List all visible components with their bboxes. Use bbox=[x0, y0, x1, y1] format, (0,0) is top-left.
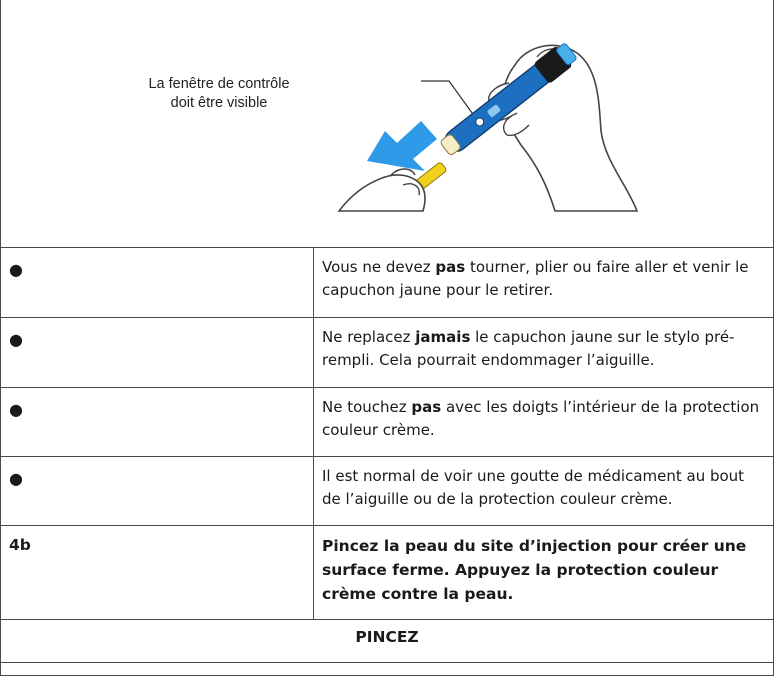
step-number: 4b bbox=[9, 536, 31, 554]
text-part: Ne touchez bbox=[322, 398, 412, 416]
section-heading-cell bbox=[0, 619, 774, 663]
caption-line-2: doit être visible bbox=[170, 95, 268, 111]
bullet-cell-1 bbox=[0, 247, 314, 318]
text-part: Il est normal de voir une goutte de médicament au bout de l’aiguille ou de la protection couleur crème. bbox=[322, 467, 745, 508]
pointer-line bbox=[421, 81, 475, 117]
figure-caption bbox=[119, 75, 319, 113]
next-row-cell bbox=[0, 662, 774, 676]
text-part: Ne replacez bbox=[322, 328, 416, 346]
text-cell-1 bbox=[313, 247, 774, 318]
bullet-marker: ● bbox=[9, 330, 23, 349]
text-cell-4 bbox=[313, 456, 774, 526]
bullet-cell-2 bbox=[0, 317, 314, 388]
left-hand-icon bbox=[339, 169, 425, 211]
bullet-marker: ● bbox=[9, 400, 23, 419]
emphasis: pas bbox=[435, 258, 466, 276]
info-text-4 bbox=[322, 465, 765, 511]
warning-text-3 bbox=[322, 396, 765, 442]
warning-text-1 bbox=[322, 256, 765, 302]
step-instruction-cell bbox=[313, 525, 774, 620]
text-part: Vous ne devez bbox=[322, 258, 436, 276]
bullet-marker: ● bbox=[9, 469, 23, 488]
text-cell-3 bbox=[313, 387, 774, 457]
illustration-cell bbox=[0, 0, 774, 248]
emphasis: jamais bbox=[415, 328, 471, 346]
caption-line-1: La fenêtre de contrôle bbox=[148, 76, 290, 92]
step-instruction: Pincez la peau du site d’injection pour créer une surface ferme. Appuyez la protection couleur crème contre la peau. bbox=[322, 537, 747, 603]
emphasis: pas bbox=[411, 398, 442, 416]
bullet-marker: ● bbox=[9, 260, 23, 279]
text-part: le capuchon jaune sur le stylo pré-rempli. Cela pourrait endommager l’aiguille. bbox=[322, 328, 735, 369]
text-part: avec les doigts l’intérieur de la protection couleur crème. bbox=[322, 398, 760, 439]
bullet-cell-4 bbox=[0, 456, 314, 526]
warning-text-2 bbox=[322, 326, 765, 372]
blue-arrow-icon bbox=[367, 121, 437, 171]
step-number-cell bbox=[0, 525, 314, 620]
text-part: tourner, plier ou faire aller et venir le capuchon jaune pour le retirer. bbox=[322, 258, 749, 299]
text-cell-2 bbox=[313, 317, 774, 388]
section-heading: PINCEZ bbox=[355, 628, 419, 646]
bullet-cell-3 bbox=[0, 387, 314, 457]
pen-cap-removal-illustration bbox=[337, 35, 647, 215]
